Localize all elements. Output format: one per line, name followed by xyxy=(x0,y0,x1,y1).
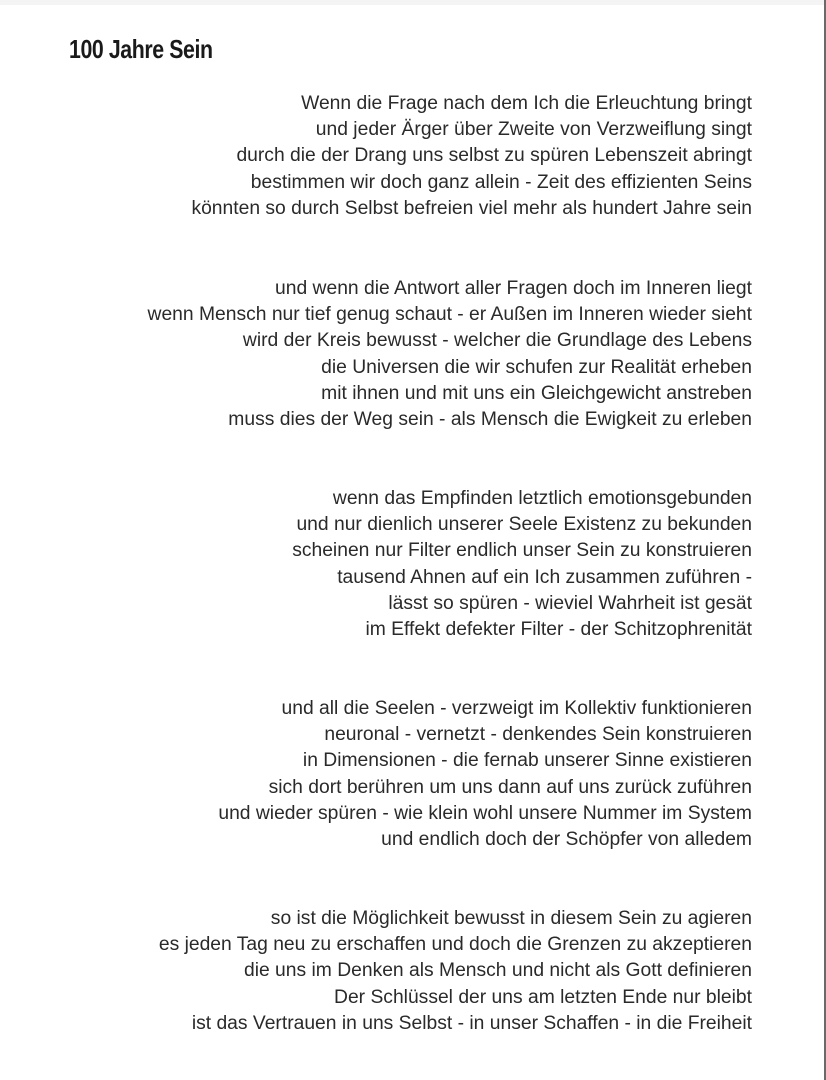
poem-line: scheinen nur Filter endlich unser Sein zu konstruieren xyxy=(292,540,752,562)
stanza-1 xyxy=(191,91,752,222)
poem-title: 100 Jahre Sein xyxy=(69,34,213,64)
poem-line: in Dimensionen - die fernab unserer Sinne existieren xyxy=(302,750,752,772)
stanza-3 xyxy=(292,486,752,643)
poem-line: wenn das Empfinden letztlich emotionsgebunden xyxy=(332,488,752,509)
poem-line: wenn Mensch nur tief genug schaut - er Außen im Inneren wieder sieht xyxy=(147,304,752,326)
stanza-5 xyxy=(159,906,752,1037)
poem-line: mit ihnen und mit uns ein Gleichgewicht anstreben xyxy=(321,382,752,404)
poem-line: wird der Kreis bewusst - welcher die Grundlage des Lebens xyxy=(242,330,752,352)
poem-line: muss dies der Weg sein - als Mensch die Ewigkeit zu erleben xyxy=(228,409,752,431)
poem-line: durch die der Drang uns selbst zu spüren Lebenszeit abringt xyxy=(236,145,752,167)
poem-line: tausend Ahnen auf ein Ich zusammen zuführen - xyxy=(337,566,752,588)
poem-line: es jeden Tag neu zu erschaffen und doch die Grenzen zu akzeptieren xyxy=(158,934,752,956)
poem-line: bestimmen wir doch ganz allein - Zeit des effizienten Seins xyxy=(250,171,752,193)
poem-line: Wenn die Frage nach dem Ich die Erleuchtung bringt xyxy=(301,93,752,114)
poem-line: und all die Seelen - verzweigt im Kollektiv funktionieren xyxy=(281,698,752,719)
poem-line: die Universen die wir schufen zur Realität erheben xyxy=(321,356,752,378)
poem-line: so ist die Möglichkeit bewusst in diesem Sein zu agieren xyxy=(270,908,752,929)
stanza-4 xyxy=(218,696,752,853)
poem-line: könnten so durch Selbst befreien viel mehr als hundert Jahre sein xyxy=(191,197,752,219)
poem-line: und wieder spüren - wie klein wohl unsere Nummer im System xyxy=(218,802,752,824)
poem-line: und jeder Ärger über Zweite von Verzweiflung singt xyxy=(315,119,752,141)
poem-line: im Effekt defekter Filter - der Schitzophrenität xyxy=(365,619,752,641)
poem-line: sich dort berühren um uns dann auf uns zurück zuführen xyxy=(268,776,752,798)
page-top-edge xyxy=(0,0,824,5)
poem-line: Der Schlüssel der uns am letzten Ende nur bleibt xyxy=(334,986,752,1008)
stanza-2 xyxy=(148,276,752,433)
poem-line: und endlich doch der Schöpfer von alledem xyxy=(381,829,752,851)
poem-line: die uns im Denken als Mensch und nicht als Gott definieren xyxy=(243,960,752,982)
poem-line: neuronal - vernetzt - denkendes Sein konstruieren xyxy=(324,724,752,746)
poem-line: lässt so spüren - wieviel Wahrheit ist gesät xyxy=(388,592,752,614)
poem-line: ist das Vertrauen in uns Selbst - in unser Schaffen - in die Freiheit xyxy=(191,1012,752,1034)
poem-line: und nur dienlich unserer Seele Existenz zu bekunden xyxy=(296,514,752,536)
poem-line: und wenn die Antwort aller Fragen doch im Inneren liegt xyxy=(275,278,752,299)
